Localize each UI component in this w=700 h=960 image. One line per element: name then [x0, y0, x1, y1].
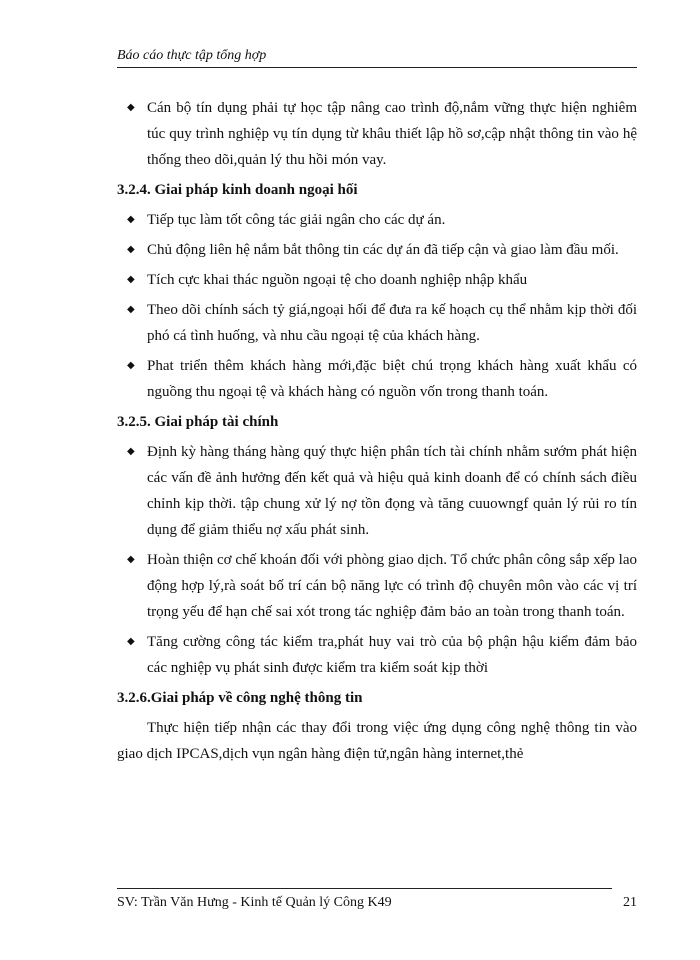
diamond-bullet-icon: ◆	[127, 446, 135, 457]
section-heading-3-2-5: 3.2.5. Giai pháp tài chính	[117, 414, 279, 430]
diamond-bullet-icon: ◆	[127, 244, 135, 255]
diamond-bullet-icon: ◆	[127, 554, 135, 565]
section-0-bullets	[117, 95, 637, 173]
footer-author: SV: Trần Văn Hưng - Kinh tế Quản lý Công K49	[117, 895, 392, 910]
diamond-bullet-icon: ◆	[127, 274, 135, 285]
page-number: 21	[623, 895, 637, 910]
diamond-bullet-icon: ◆	[127, 360, 135, 371]
diamond-bullet-icon: ◆	[127, 636, 135, 647]
diamond-bullet-icon: ◆	[127, 102, 135, 113]
header-title: Báo cáo thực tập tổng hợp	[117, 48, 267, 63]
diamond-bullet-icon: ◆	[127, 214, 135, 225]
page-header	[117, 48, 637, 68]
bullet-item: ◆ Chủ động liên hệ nắm bắt thông tin các dự án đã tiếp cận và giao làm đầu mối.	[117, 237, 637, 263]
page-footer	[117, 888, 637, 911]
bullet-item: ◆ Tiếp tục làm tốt công tác giải ngân cho các dự án.	[117, 207, 637, 233]
bullet-item: ◆ Theo dõi chính sách tỷ giá,ngoại hối để đưa ra kế hoạch cụ thể nhằm kịp thời đối phó cá tình huống, và nhu cầu ngoại tệ của khách hàng.	[117, 297, 637, 349]
footer-divider	[117, 888, 612, 889]
bullet-item: ◆ Tăng cường công tác kiểm tra,phát huy vai trò của bộ phận hậu kiểm đảm bảo các nghiệp vụ phát sinh được kiểm tra kiểm soát kịp thời	[117, 629, 637, 681]
bullet-item: ◆ Tích cực khai thác nguồn ngoại tệ cho doanh nghiệp nhập khẩu	[117, 267, 637, 293]
section-heading-3-2-4: 3.2.4. Giai pháp kinh doanh ngoại hối	[117, 182, 358, 198]
bullet-item: ◆ Cán bộ tín dụng phải tự học tập nâng cao trình độ,nắm vững thực hiện nghiêm túc quy trình nghiệp vụ tín dụng từ khâu thiết lập hồ sơ,cập nhật thông tin vào hệ thống theo dõi,quản lý thu hồi món vay.	[117, 95, 637, 173]
section-2-bullets	[117, 439, 637, 681]
bullet-item: ◆ Phat triển thêm khách hàng mới,đặc biệt chú trọng khách hàng xuất khẩu có nguồng thu ngoại tệ và khách hàng có nguồn vốn trong thanh toán.	[117, 353, 637, 405]
diamond-bullet-icon: ◆	[127, 304, 135, 315]
section-heading-3-2-6: 3.2.6.Giai pháp về công nghệ thông tin	[117, 690, 363, 706]
body-paragraph: Thực hiện tiếp nhận các thay đổi trong việc ứng dụng công nghệ thông tin vào giao dịch IPCAS,dịch vụn ngân hàng điện tử,ngân hàng internet,thẻ	[117, 720, 637, 762]
section-1-bullets	[117, 207, 637, 405]
bullet-item: ◆ Hoàn thiện cơ chế khoán đối với phòng giao dịch. Tổ chức phân công sắp xếp lao động hợp lý,rà soát bố trí cán bộ năng lực có trình độ chuyên môn vào các vị trí trọng yếu để hạn chế sai xót trong tác nghiệp đảm bảo an toàn trong thanh toán.	[117, 547, 637, 625]
page-content	[117, 95, 637, 767]
bullet-item: ◆ Định kỳ hàng tháng hàng quý thực hiện phân tích tài chính nhằm sướm phát hiện các vấn đề ảnh hưởng đến kết quả và hiệu quả kinh doanh để có chính sách điều chỉnh kịp thời. tập chung xử lý nợ tồn đọng và tăng cuuowngf quản lý rủi ro tín dụng để giảm thiểu nợ xấu phát sinh.	[117, 439, 637, 543]
